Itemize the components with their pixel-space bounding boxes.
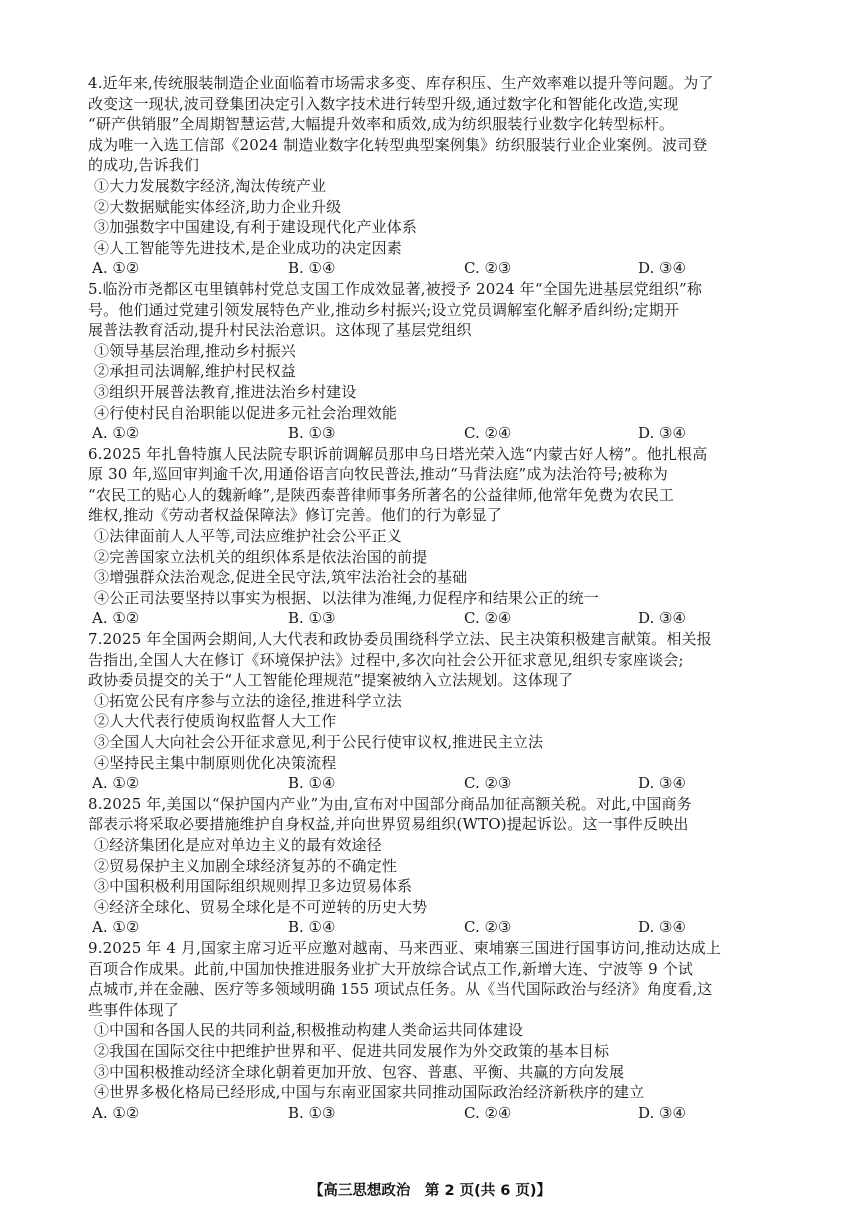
question-stem-line: 9.2025 年 4 月,国家主席习近平应邀对越南、马来西亚、柬埔寨三国进行国事访问,推动达成上 [88,938,722,957]
answer-choice-b: B. ①③ [288,424,336,443]
statement-option: ②大数据赋能实体经济,助力企业升级 [94,197,342,216]
answer-choice-a: A. ①② [92,259,140,278]
statement-option: ③全国人大向社会公开征求意见,利于公民行使审议权,推进民主立法 [94,733,544,751]
statement-option: ①中国和各国人民的共同利益,积极推动构建人类命运共同体建设 [94,1021,524,1040]
question-stem-line: “农民工的贴心人的魏新峰”,是陕西泰普律师事务所著名的公益律师,他常年免费为农民工 [88,485,675,504]
answer-choice-d: D. ③④ [638,424,686,443]
statement-option: ②承担司法调解,维护村民权益 [94,362,296,381]
question-stem-line: 部表示将采取必要措施维护自身权益,并向世界贸易组织(WTO)提起诉讼。这一事件反映出 [88,815,689,834]
answer-choices [88,773,800,794]
answer-choice-b: B. ①④ [288,259,336,278]
question-stem-line: 维权,推动《劳动者权益保障法》修订完善。他们的行为彰显了 [88,506,502,525]
page-footer: 【高三思想政治 第 2 页(共 6 页)】 [308,1183,552,1199]
statement-option: ②人大代表行使质询权监督人大工作 [94,712,337,731]
question-stem-line: 改变这一现状,波司登集团决定引入数字技术进行转型升级,通过数字化和智能化改造,实现 [88,94,679,113]
answer-choice-a: A. ①② [92,774,140,793]
answer-choices [88,608,800,629]
answer-choice-d: D. ③④ [638,774,686,793]
statement-option: ②我国在国际交往中把维护世界和平、促进共同发展作为外交政策的基本目标 [94,1041,610,1060]
question-stem-line: 政协委员提交的关于“人工智能伦理规范”提案被纳入立法规划。这体现了 [88,671,574,690]
answer-choices [88,258,800,279]
answer-choices [88,917,800,938]
statement-option: ①拓宽公民有序参与立法的途径,推进科学立法 [94,691,402,710]
answer-choice-a: A. ①② [92,609,140,628]
statement-option: ②贸易保护主义加剧全球经济复苏的不确定性 [94,856,398,875]
question-stem-line: 告指出,全国人大在修订《环境保护法》过程中,多次向社会公开征求意见,组织专家座谈会; [88,650,684,669]
statement-option: ①经济集团化是应对单边主义的最有效途径 [94,835,382,854]
answer-choice-c: C. ②④ [464,1103,512,1122]
question-stem-line: 5.临汾市尧都区屯里镇韩村党总支国工作成效显著,被授予 2024 年“全国先进基层党组织”称 [88,279,703,298]
statement-option: ④人工智能等先进技术,是企业成功的决定因素 [94,238,402,257]
statement-option: ③组织开展普法教育,推进法治乡村建设 [94,382,357,401]
answer-choice-d: D. ③④ [638,259,686,278]
statement-option: ①领导基层治理,推动乡村振兴 [94,341,296,360]
answer-choice-b: B. ①③ [288,609,336,628]
question-list [88,73,800,1123]
statement-option: ④行使村民自治职能以促进多元社会治理效能 [94,403,398,422]
answer-choice-c: C. ②④ [464,609,512,628]
statement-option: ③中国积极利用国际组织规则捍卫多边贸易体系 [94,877,413,896]
question-6 [88,444,800,629]
answer-choice-d: D. ③④ [638,918,686,937]
question-stem-line: 点城市,并在金融、医疗等多领域明确 155 项试点任务。从《当代国际政治与经济》角度看,这 [88,980,713,999]
answer-choice-c: C. ②③ [464,918,512,937]
answer-choice-a: A. ①② [92,1103,140,1122]
answer-choice-b: B. ①④ [288,774,336,793]
question-8 [88,794,800,938]
answer-choice-d: D. ③④ [638,1103,686,1122]
answer-choices [88,423,800,444]
question-stem-line: “研产供销服”全周期智慧运营,大幅提升效率和质效,成为纺织服装行业数字化转型标杆。 [88,115,675,134]
answer-choices [88,1103,800,1124]
question-9 [88,938,800,1123]
question-stem-line: 的成功,告诉我们 [88,156,199,175]
question-stem-line: 6.2025 年扎鲁特旗人民法院专职诉前调解员那申乌日塔光荣入选“内蒙古好人榜”。他扎根高 [88,444,708,463]
question-stem-line: 原 30 年,巡回审判逾千次,用通俗语言向牧民普法,推动“马背法庭”成为法治符号;被称为 [88,465,668,484]
question-stem-line: 展普法教育活动,提升村民法治意识。这体现了基层党组织 [88,321,472,340]
question-5 [88,279,800,444]
question-stem-line: 8.2025 年,美国以“保护国内产业”为由,宣布对中国部分商品加征高额关税。对此,中国商务 [88,794,692,813]
answer-choice-b: B. ①③ [288,1103,336,1122]
statement-option: ③中国积极推动经济全球化朝着更加开放、包容、普惠、平衡、共赢的方向发展 [94,1062,625,1081]
answer-choice-c: C. ②③ [464,774,512,793]
statement-option: ③增强群众法治观念,促进全民守法,筑牢法治社会的基础 [94,568,468,587]
statement-option: ④世界多极化格局已经形成,中国与东南亚国家共同推动国际政治经济新秩序的建立 [94,1083,645,1102]
statement-option: ④公正司法要坚持以事实为根据、以法律为准绳,力促程序和结果公正的统一 [94,588,599,607]
question-stem-line: 4.近年来,传统服装制造企业面临着市场需求多变、库存积压、生产效率难以提升等问题。为了 [88,74,714,92]
question-stem-line: 百项合作成果。此前,中国加快推进服务业扩大开放综合试点工作,新增大连、宁波等 9 个试 [88,959,694,978]
question-stem-line: 些事件体现了 [88,1000,179,1019]
statement-option: ①大力发展数字经济,淘汰传统产业 [94,176,327,195]
statement-option: ①法律面前人人平等,司法应维护社会公平正义 [94,527,402,546]
statement-option: ③加强数字中国建设,有利于建设现代化产业体系 [94,218,418,237]
answer-choice-b: B. ①④ [288,918,336,937]
answer-choice-c: C. ②③ [464,259,512,278]
statement-option: ④坚持民主集中制原则优化决策流程 [94,753,337,772]
statement-option: ②完善国家立法机关的组织体系是依法治国的前提 [94,547,428,566]
question-7 [88,629,800,794]
answer-choice-d: D. ③④ [638,609,686,628]
question-stem-line: 7.2025 年全国两会期间,人大代表和政协委员围绕科学立法、民主决策积极建言献策。相关报 [88,630,712,649]
answer-choice-a: A. ①② [92,424,140,443]
answer-choice-c: C. ②④ [464,424,512,443]
question-stem-line: 成为唯一入选工信部《2024 制造业数字化转型典型案例集》纺织服装行业企业案例。波司登 [88,135,708,154]
question-stem-line: 号。他们通过党建引领发展特色产业,推动乡村振兴;设立党员调解室化解矛盾纠纷;定期开 [88,300,680,319]
answer-choice-a: A. ①② [92,918,140,937]
statement-option: ④经济全球化、贸易全球化是不可逆转的历史大势 [94,897,428,916]
question-4 [88,73,800,279]
